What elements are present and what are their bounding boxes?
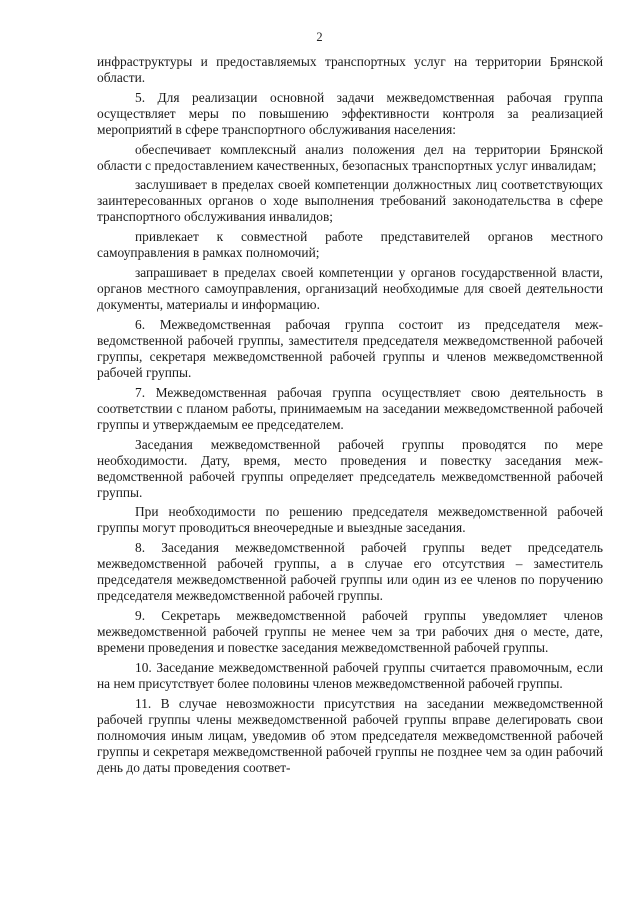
paragraph-subitem-analysis: обеспечивает комплексный анализ положения дел на территории Брянской области с предоставлением качественных, безопасных транспортных услуг инвалидам;	[97, 141, 603, 173]
paragraph-subitem-involvement: привлекает к совместной работе представителей органов местного самоуправления в рамках полномочий;	[97, 229, 603, 261]
paragraph-item-9: 9. Секретарь межведомственной рабочей группы уведомляет членов межведомственной рабочей группы не менее чем за три рабочих дня о месте, дате, времени проведения и повестке заседания межведомственной рабочей группы.	[97, 608, 603, 656]
paragraph-item-6: 6. Межведомственная рабочая группа состоит из председателя межведомственной рабочей группы, заместителя председателя межведомственной рабочей группы, секретаря межведомственной рабочей группы и членов межведомственной рабочей группы.	[97, 316, 603, 380]
paragraph-item-10: 10. Заседание межведомственной рабочей группы считается правомочным, если на нем присутствует более половины членов межведомственной рабочей группы.	[97, 659, 603, 691]
paragraph-meetings: Заседания межведомственной рабочей группы проводятся по мере необходимости. Дату, время, место проведения и повестку заседания межведомственной рабочей группы определяет председатель межведомственной рабочей группы.	[97, 436, 603, 500]
paragraph-subitem-requests: запрашивает в пределах своей компетенции у органов государственной власти, органов местного самоуправления, организаций необходимые для своей деятельности документы, материалы и информацию.	[97, 265, 603, 313]
paragraph-item-7: 7. Межведомственная рабочая группа осуществляет свою деятельность в соответствии с планом работы, принимаемым на заседании межведомственной рабочей группы и утверждаемым ее председателем.	[97, 384, 603, 432]
paragraph-item-5: 5. Для реализации основной задачи межведомственная рабочая группа осуществляет меры по повышению эффективности контроля за реализацией мероприятий в сфере транспортного обслуживания населения:	[97, 89, 603, 137]
paragraph-item-8: 8. Заседания межведомственной рабочей группы ведет председатель межведомственной рабочей группы, а в случае его отсутствия – заместитель председателя межведомственной рабочей группы или один из ее членов по поручению председателя межведомственной рабочей группы.	[97, 540, 603, 604]
paragraph-continuation: инфраструктуры и предоставляемых транспортных услуг на территории Брянской области.	[97, 54, 603, 86]
paragraph-subitem-hearing: заслушивает в пределах своей компетенции должностных лиц соответствующих заинтересованных органов о ходе выполнения требований законодательства в сфере транспортного обслуживания инвалидов;	[97, 177, 603, 225]
paragraph-item-11: 11. В случае невозможности присутствия на заседании межведомственной рабочей группы члены межведомственной рабочей группы вправе делегировать свои полномочия иным лицам, уведомив об этом председателя межведомственной рабочей группы и секретаря межведомственной рабочей группы не позднее чем за один рабочий день до даты проведения соответ-	[97, 695, 603, 775]
paragraph-extraordinary-meetings: При необходимости по решению председателя межведомственной рабочей группы могут проводиться внеочередные и выездные заседания.	[97, 504, 603, 536]
page-number: 2	[316, 30, 323, 44]
document-body	[97, 54, 603, 776]
